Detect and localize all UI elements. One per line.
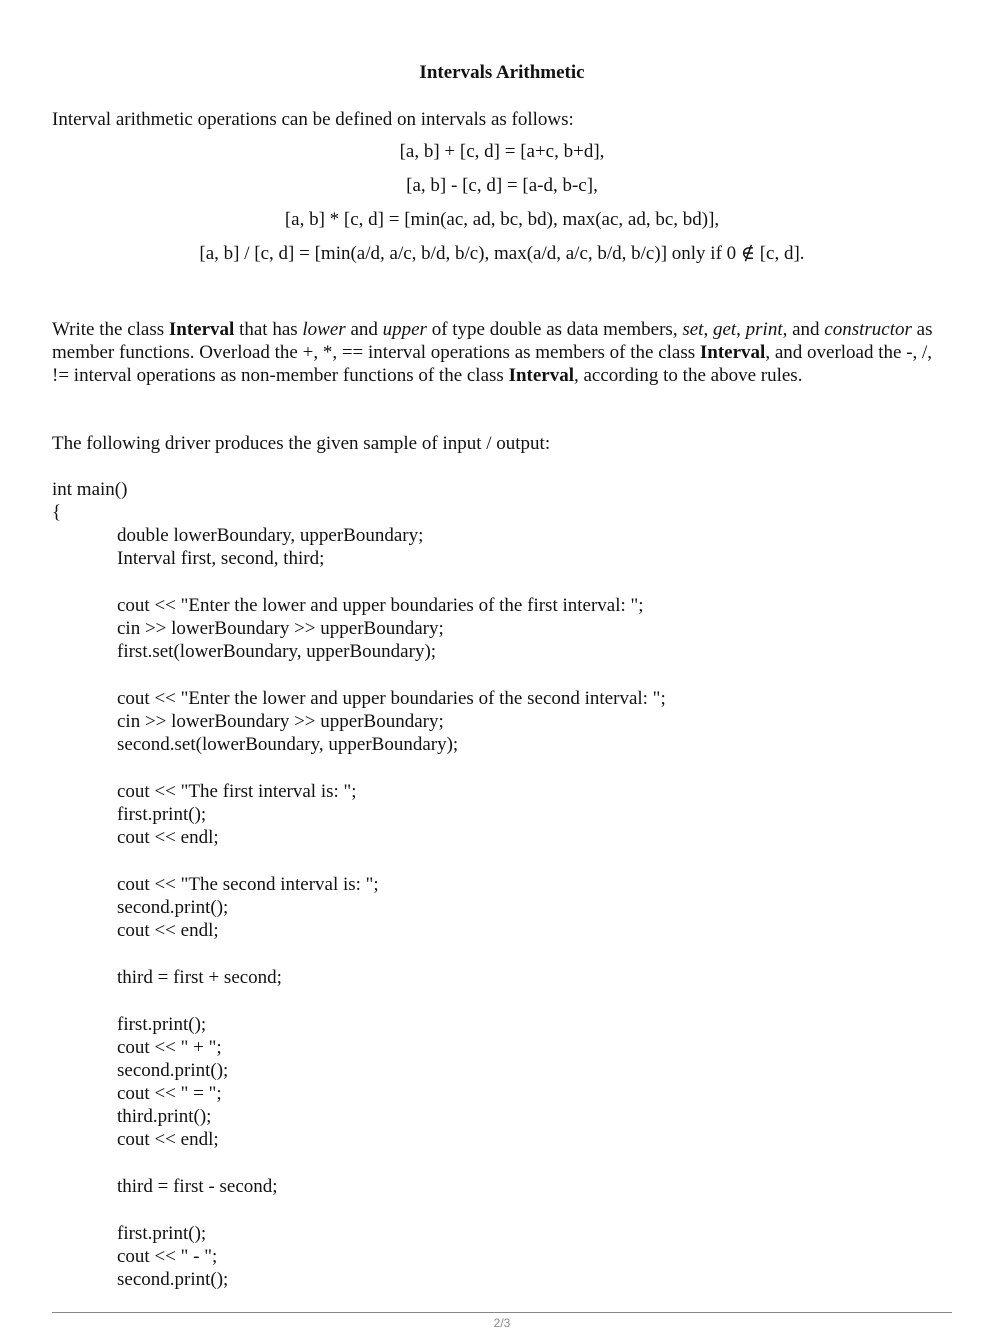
code-line: first.print(); — [117, 804, 207, 825]
formula-multiplication: [a, b] * [c, d] = [min(ac, ad, bc, bd), max(ac, ad, bc, bd)], — [284, 209, 720, 230]
formula-division: [a, b] / [c, d] = [min(a/d, a/c, b/d, b/c), max(a/d, a/c, b/d, b/c)] only if 0 ∉ [c, d]. — [199, 243, 805, 264]
code-line: Interval first, second, third; — [117, 548, 325, 569]
code-line: cout << "The second interval is: "; — [117, 874, 379, 895]
code-line: third.print(); — [117, 1106, 212, 1127]
code-line: cout << " = "; — [117, 1083, 222, 1104]
code-line: cin >> lowerBoundary >> upperBoundary; — [117, 711, 444, 732]
code-line: third = first + second; — [117, 967, 282, 988]
code-line: cout << "The first interval is: "; — [117, 781, 357, 802]
code-line: cout << endl; — [117, 827, 219, 848]
code-line: int main() — [52, 479, 128, 500]
formula-block — [0, 140, 1004, 276]
code-line: cout << " + "; — [117, 1037, 222, 1058]
code-line: first.print(); — [117, 1223, 207, 1244]
code-line: double lowerBoundary, upperBoundary; — [117, 525, 424, 546]
code-listing — [52, 478, 952, 1291]
description-paragraph: Write the class Interval that has lower and upper of type double as data members, set, get, print, and constructor as member functions. Overload the +, *, == interval operations as members of the class Interval, and overload the -, /, != interval operations as non-member functions of the class Interval, according to the above rules. — [52, 319, 933, 386]
formula-subtraction: [a, b] - [c, d] = [a-d, b-c], — [406, 175, 598, 196]
code-line: second.print(); — [117, 1269, 229, 1290]
page-number: 2/3 — [493, 1316, 511, 1330]
code-line: second.set(lowerBoundary, upperBoundary); — [117, 734, 459, 755]
code-line: cout << endl; — [117, 1129, 219, 1150]
page-title: Intervals Arithmetic — [419, 62, 585, 83]
driver-intro: The following driver produces the given sample of input / output: — [52, 433, 551, 454]
code-line: cout << endl; — [117, 920, 219, 941]
code-line: second.print(); — [117, 1060, 229, 1081]
code-line: second.print(); — [117, 897, 229, 918]
code-line: third = first - second; — [117, 1176, 278, 1197]
footer-divider — [52, 1312, 952, 1313]
code-line: cin >> lowerBoundary >> upperBoundary; — [117, 618, 444, 639]
code-line: first.print(); — [117, 1014, 207, 1035]
code-line: first.set(lowerBoundary, upperBoundary); — [117, 641, 437, 662]
code-line: cout << "Enter the lower and upper boundaries of the first interval: "; — [117, 595, 644, 616]
intro-paragraph: Interval arithmetic operations can be defined on intervals as follows: — [52, 109, 574, 130]
code-line: cout << " - "; — [117, 1246, 218, 1267]
code-line: { — [52, 502, 62, 523]
formula-addition: [a, b] + [c, d] = [a+c, b+d], — [399, 141, 605, 162]
code-line: cout << "Enter the lower and upper boundaries of the second interval: "; — [117, 688, 666, 709]
